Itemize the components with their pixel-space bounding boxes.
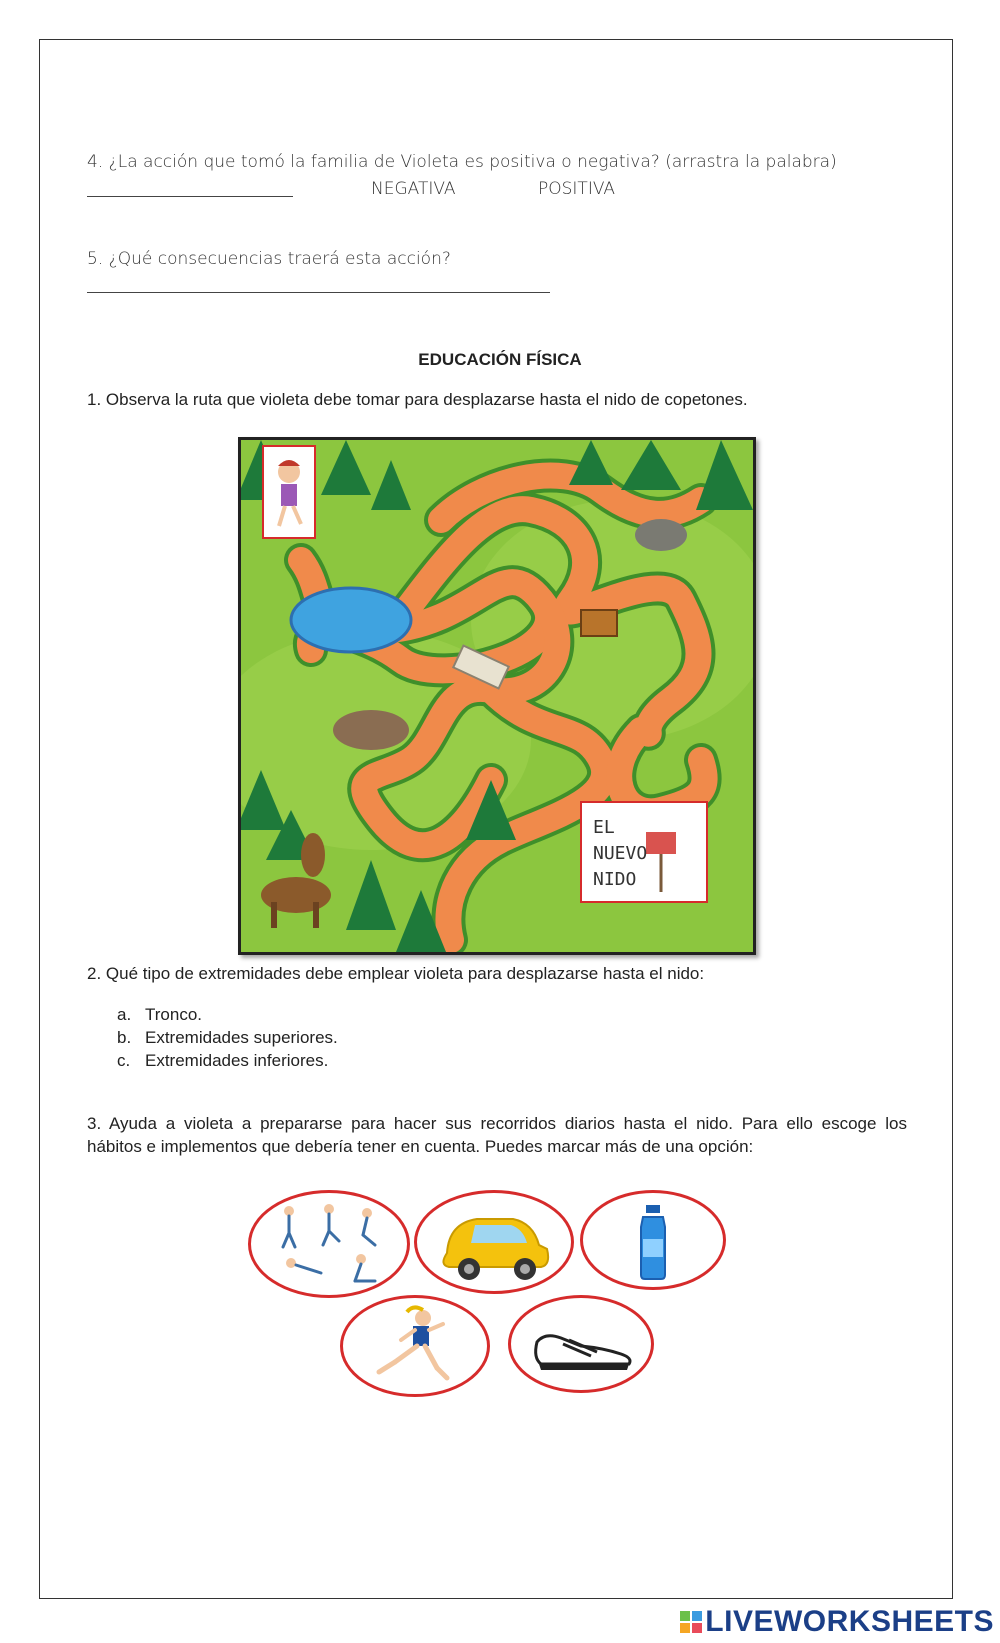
liveworksheets-logo (680, 1605, 994, 1639)
word-positiva[interactable]: POSITIVA (538, 179, 616, 199)
option-b[interactable] (117, 1026, 338, 1049)
section-title: EDUCACIÓN FÍSICA (418, 350, 582, 369)
word-negativa[interactable]: NEGATIVA (371, 179, 456, 199)
car-icon (417, 1193, 571, 1291)
choice-water-bottle[interactable] (580, 1190, 726, 1290)
brand-name: LIVEWORKSHEETS (705, 1605, 994, 1638)
pe-question-3-line-2: hábitos e implementos que debería tener en cuenta. Puedes marcar más de una opción: (87, 1137, 754, 1156)
maze-image (238, 437, 756, 955)
question-4-text: 4. ¿La acción que tomó la familia de Violeta es positiva o negativa? (arrastra la palabra) (87, 152, 837, 172)
option-b-letter: b. (117, 1028, 132, 1047)
pe-question-1-text: 1. Observa la ruta que violeta debe tomar para desplazarse hasta el nido de copetones. (87, 390, 748, 409)
answer-5-blank[interactable] (87, 292, 550, 293)
nest-label-line-1: EL (593, 817, 615, 838)
option-a-letter: a. (117, 1005, 132, 1024)
pe-question-2-text: 2. Qué tipo de extremidades debe emplear violeta para desplazarse hasta el nido: (87, 964, 705, 983)
question-5-text: 5. ¿Qué consecuencias traerá esta acción? (87, 249, 451, 269)
option-c[interactable] (117, 1049, 338, 1072)
nest-label-line-2: NUEVO (593, 843, 648, 864)
option-c-label: Extremidades inferiores. (145, 1051, 329, 1070)
pe-question-2-options (117, 1003, 338, 1072)
water-bottle-icon (583, 1193, 723, 1287)
choice-car[interactable] (414, 1190, 574, 1294)
choice-sneaker[interactable] (508, 1295, 654, 1393)
nest-label-line-3: NIDO (593, 869, 637, 890)
choice-running[interactable] (340, 1295, 490, 1397)
option-a[interactable] (117, 1003, 338, 1026)
option-a-label: Tronco. (145, 1005, 203, 1024)
answer-4-blank[interactable] (87, 196, 293, 197)
maze-illustration (241, 440, 753, 952)
choice-stretching[interactable] (248, 1190, 410, 1298)
pe-question-3-line-1: 3. Ayuda a violeta a prepararse para hacer sus recorridos diarios hasta el nido. Para ello escoge los (87, 1114, 907, 1133)
option-c-letter: c. (117, 1051, 131, 1070)
option-b-label: Extremidades superiores. (145, 1028, 338, 1047)
nest-label (593, 815, 647, 893)
sneaker-icon (511, 1298, 651, 1390)
runner-icon (343, 1298, 487, 1394)
logo-blocks-icon (680, 1611, 702, 1633)
stretching-exercises-icon (251, 1193, 407, 1295)
